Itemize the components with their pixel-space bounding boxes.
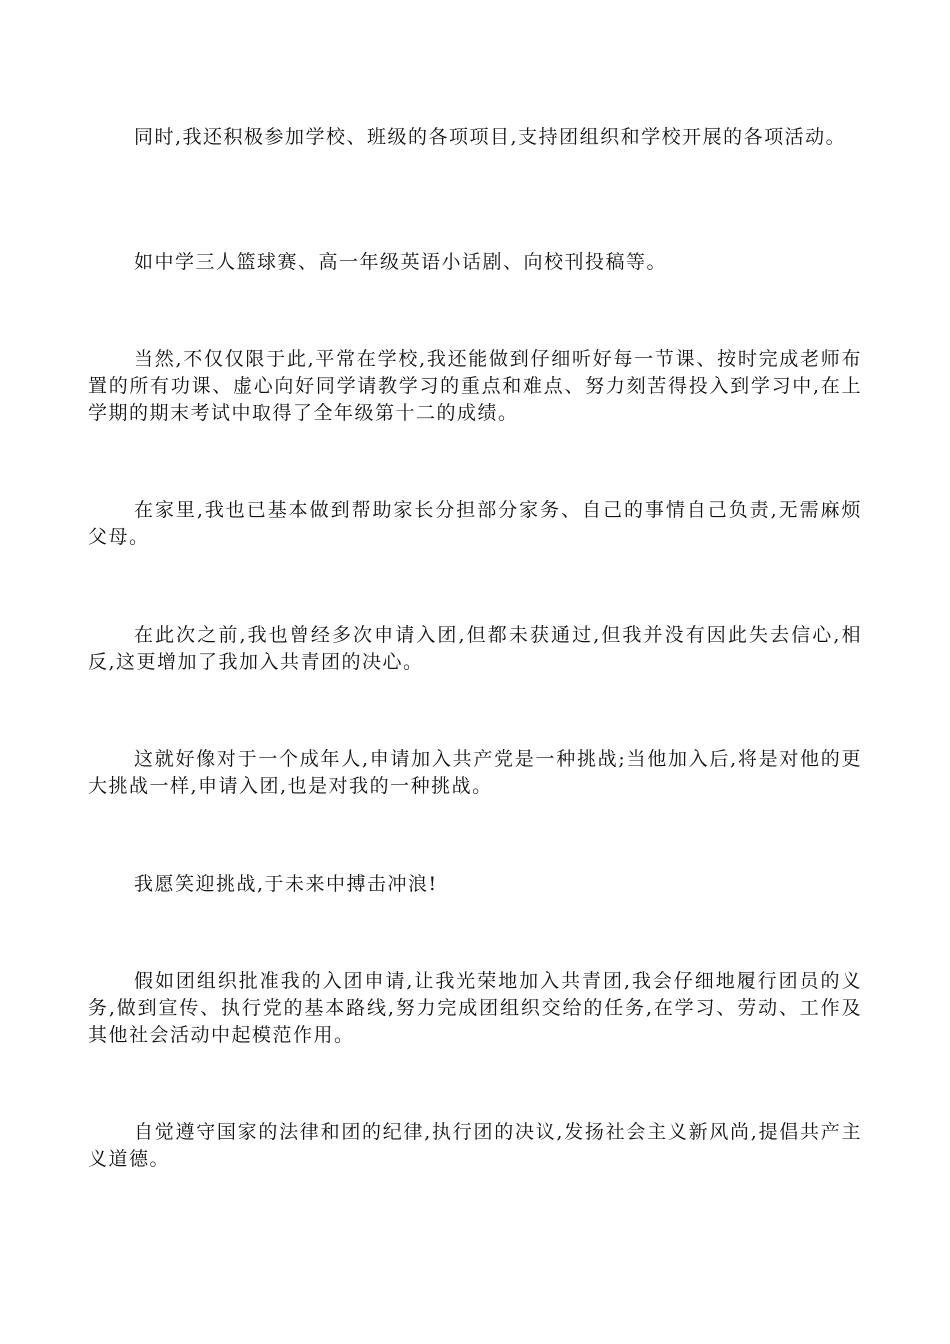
paragraph-8: 假如团组织批准我的入团申请,让我光荣地加入共青团,我会仔细地履行团员的义务,做到宣传、执行党的基本路线,努力完成团组织交给的任务,在学习、劳动、工作及其他社会活动中起模范作用。 <box>88 970 862 1046</box>
paragraph-4: 在家里,我也已基本做到帮助家长分担部分家务、自己的事情自己负责,无需麻烦父母。 <box>88 499 862 548</box>
paragraph-5: 在此次之前,我也曾经多次申请入团,但都未获通过,但我并没有因此失去信心,相反,这更增加了我加入共青团的决心。 <box>88 624 862 673</box>
paragraph-6: 这就好像对于一个成年人,申请加入共产党是一种挑战;当他加入后,将是对他的更大挑战一样,申请入团,也是对我的一种挑战。 <box>88 748 862 797</box>
paragraph-7: 我愿笑迎挑战,于未来中搏击冲浪! <box>134 873 438 895</box>
paragraph-3: 当然,不仅仅限于此,平常在学校,我还能做到仔细听好每一节课、按时完成老师布置的所有功课、虚心向好同学请教学习的重点和难点、努力刻苦得投入到学习中,在上学期的期末考试中取得了全年级第十二的成绩。 <box>88 348 862 424</box>
paragraph-2: 如中学三人篮球赛、高一年级英语小话剧、向校刊投稿等。 <box>134 251 668 273</box>
paragraph-1: 同时,我还积极参加学校、班级的各项项目,支持团组织和学校开展的各项活动。 <box>134 126 847 148</box>
paragraph-9: 自觉遵守国家的法律和团的纪律,执行团的决议,发扬社会主义新风尚,提倡共产主义道德。 <box>88 1121 862 1170</box>
